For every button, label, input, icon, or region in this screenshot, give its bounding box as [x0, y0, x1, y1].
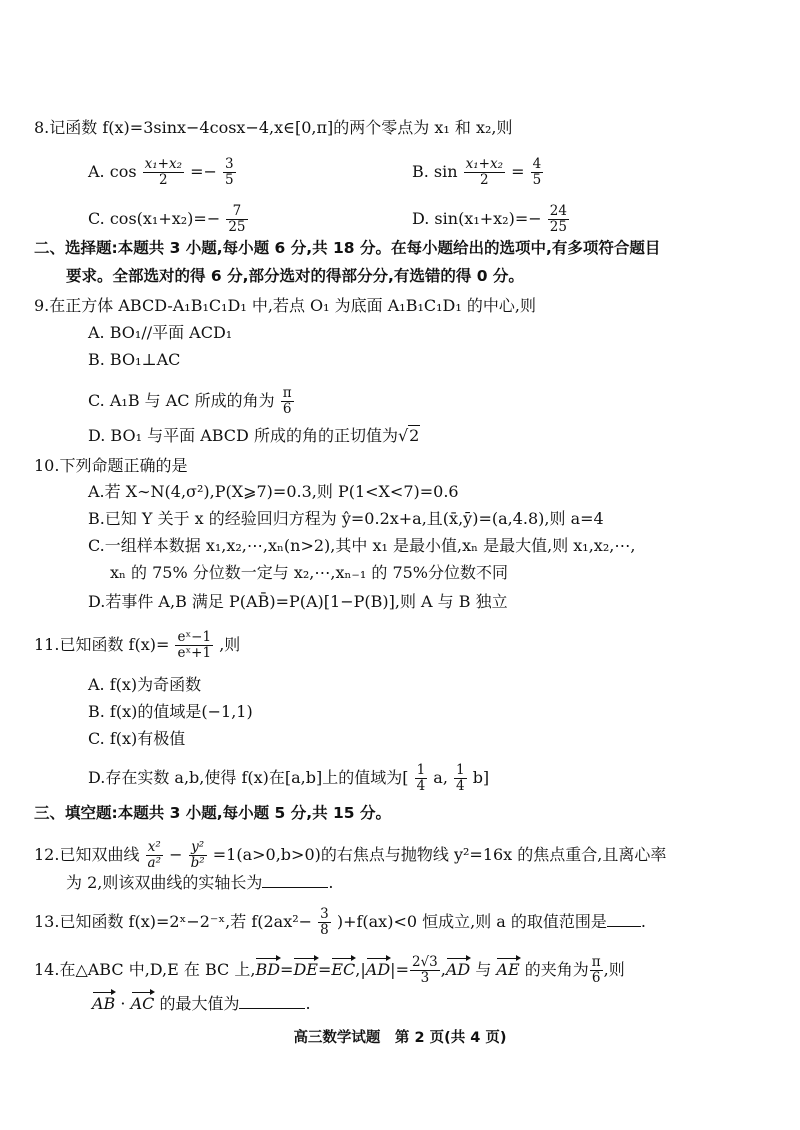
section-3-heading: 三、填空题:本题共 3 小题,每小题 5 分,共 15 分。 — [34, 804, 391, 822]
q11-stem — [34, 630, 240, 661]
q8-a-den: 2 — [159, 172, 168, 188]
q8-c-vnum: 7 — [226, 204, 247, 220]
q8-stem: 8.记函数 f(x)=3sinx−4cosx−4,x∈[0,π]的两个零点为 x₁ 和 x₂,则 — [34, 118, 513, 137]
q11-num: eˣ−1 — [177, 629, 212, 645]
q12-n2: y² — [189, 840, 207, 856]
q8-option-c[interactable] — [88, 204, 249, 235]
q9-c-den: 6 — [282, 401, 292, 417]
q11-d-d2: 4 — [456, 778, 465, 794]
q9-c-text: C. A₁B 与 AC 所成的角为 — [88, 391, 275, 410]
vector-bd: BD — [255, 960, 281, 979]
q9-d-radicand: 2 — [409, 426, 420, 445]
q12-frac-x — [146, 840, 163, 871]
q11-den: eˣ+1 — [177, 645, 212, 661]
q11-stem-prefix: 11.已知函数 f(x)= — [34, 635, 170, 654]
q14-num: 2√3 — [411, 954, 438, 970]
q9-d-text: D. BO₁ 与平面 ABCD 所成的角的正切值为√ — [88, 426, 409, 445]
q14-p1: 14.在△ABC 中,D,E 在 BC 上, — [34, 960, 256, 979]
q8-c-vden: 25 — [228, 219, 246, 235]
q14-stem — [34, 955, 625, 986]
q8-option-a[interactable] — [88, 157, 237, 188]
vector-ad: AD — [365, 960, 391, 979]
q11-option-c[interactable]: C. f(x)有极值 — [88, 729, 186, 748]
q13-fraction — [318, 907, 331, 938]
vector-ab: AB — [92, 994, 116, 1013]
q8-a-prefix: A. cos — [88, 162, 137, 181]
q10-option-c-line2: xₙ 的 75% 分位数一定与 x₂,⋯,xₙ₋₁ 的 75%分位数不同 — [110, 563, 509, 582]
q8-b-vden: 5 — [532, 172, 542, 188]
q8-a-vnum: 3 — [225, 156, 234, 172]
q14-p2: ,| — [355, 960, 366, 979]
q11-option-a[interactable]: A. f(x)为奇函数 — [88, 675, 202, 694]
q10-option-b[interactable]: B.已知 Y 关于 x 的经验回归方程为 ŷ=0.2x+a,且(x̄,ȳ)=(a,4.8),则 a=4 — [88, 509, 604, 528]
q9-c-angle — [281, 386, 294, 417]
q14-den: 3 — [420, 970, 430, 986]
vector-de: DE — [293, 960, 318, 979]
q13-rest: )+f(ax)<0 恒成立,则 a 的取值范围是 — [336, 912, 607, 931]
q8-d-prefix: D. sin(x₁+x₂)=− — [412, 209, 542, 228]
vector-ae: AE — [496, 960, 520, 979]
q9-stem: 9.在正方体 ABCD-A₁B₁C₁D₁ 中,若点 O₁ 为底面 A₁B₁C₁D₁ 的中心,则 — [34, 296, 536, 315]
section-2-heading: 二、选择题:本题共 3 小题,每小题 6 分,共 18 分。在每小题给出的选项中,有多项符合题目 — [34, 239, 661, 257]
q8-b-eq: = — [511, 162, 525, 181]
q14-p8: 的最大值为 — [154, 994, 240, 1013]
q8-b-vnum: 4 — [532, 156, 542, 172]
vector-ad-2: AD — [445, 960, 471, 979]
q8-b-fraction — [464, 157, 505, 188]
q14-dot: · — [115, 994, 131, 1013]
q9-option-c[interactable] — [88, 386, 295, 417]
vector-ec: EC — [331, 960, 356, 979]
q9-option-d[interactable] — [88, 426, 420, 446]
q8-b-den: 2 — [480, 172, 489, 188]
q12-n1: x² — [146, 840, 163, 856]
q9-option-a[interactable]: A. BO₁//平面 ACD₁ — [88, 323, 233, 342]
q11-d-mid: a, — [433, 768, 448, 787]
q12-prefix: 12.已知双曲线 — [34, 845, 140, 864]
q10-option-a[interactable]: A.若 X∼N(4,σ²),P(X⩾7)=0.3,则 P(1<X<7)=0.6 — [88, 482, 459, 501]
q11-d-text: D.存在实数 a,b,使得 f(x)在[a,b]上的值域为[ — [88, 768, 409, 787]
q8-d-value — [548, 204, 569, 235]
q14-end: . — [305, 994, 311, 1013]
q13-prefix: 13.已知函数 f(x)=2ˣ−2⁻ˣ,若 f(2ax²− — [34, 912, 313, 931]
q8-d-vden: 25 — [549, 219, 567, 235]
q11-d-n1: 1 — [416, 762, 426, 778]
q11-d-end: b] — [472, 768, 490, 787]
q14-line2 — [92, 994, 311, 1014]
q12-rest: =1(a>0,b>0)的右焦点与抛物线 y²=16x 的焦点重合,且离心率 — [212, 845, 667, 864]
q14-p5: 与 — [470, 960, 497, 979]
section-2-rules: 要求。全部选对的得 6 分,部分选对的得部分分,有选错的得 0 分。 — [66, 267, 524, 285]
q8-option-d[interactable] — [412, 204, 570, 235]
q12-line2 — [66, 873, 333, 893]
q12-answer-blank[interactable] — [262, 873, 328, 888]
q11-d-n2: 1 — [456, 762, 465, 778]
vector-ac: AC — [130, 994, 155, 1013]
q8-a-num: x₁+x₂ — [144, 156, 182, 172]
q8-d-vnum: 24 — [549, 203, 567, 219]
q14-p4: , — [440, 960, 446, 979]
q10-option-c-line1[interactable]: C.一组样本数据 x₁,x₂,⋯,xₙ(n>2),其中 x₁ 是最小值,xₙ 是最大值,则 x₁,x₂,⋯, — [88, 536, 636, 555]
q13-den: 8 — [320, 922, 329, 938]
q13-stem — [34, 907, 646, 938]
q8-b-prefix: B. sin — [412, 162, 458, 181]
q8-a-fraction — [143, 157, 184, 188]
q12-minus: − — [169, 845, 183, 864]
q13-end: . — [640, 912, 647, 931]
q14-p3: |= — [390, 960, 409, 979]
q13-num: 3 — [320, 906, 329, 922]
q14-angle-den: 6 — [591, 970, 601, 986]
q14-eq1: = — [280, 960, 294, 979]
q11-d-frac2 — [454, 763, 467, 794]
q10-stem: 10.下列命题正确的是 — [34, 456, 188, 475]
q9-option-b[interactable]: B. BO₁⊥AC — [88, 350, 181, 369]
page-footer: 高三数学试题 第 2 页(共 4 页) — [293, 1030, 507, 1046]
q8-b-num: x₁+x₂ — [465, 156, 504, 172]
q10-option-d[interactable]: D.若事件 A,B 满足 P(AB̄)=P(A)[1−P(B)],则 A 与 B 独立 — [88, 592, 508, 611]
q11-d-frac1 — [415, 763, 428, 794]
q12-frac-y — [189, 840, 207, 871]
q12-stem — [34, 840, 666, 871]
q8-b-value — [531, 157, 544, 188]
q12-d2: b² — [190, 855, 205, 871]
q8-c-value — [226, 204, 247, 235]
q14-angle-num: π — [591, 954, 601, 970]
q14-p7: ,则 — [603, 960, 625, 979]
q14-answer-blank[interactable] — [239, 994, 305, 1009]
q11-function-fraction — [175, 630, 213, 661]
q11-option-b[interactable]: B. f(x)的值域是(−1,1) — [88, 702, 253, 721]
q12-end: . — [328, 873, 334, 892]
q12-line2-text: 为 2,则该双曲线的实轴长为 — [66, 873, 263, 892]
q12-d1: a² — [147, 855, 162, 871]
q11-option-d[interactable] — [88, 763, 489, 794]
q8-c-prefix: C. cos(x₁+x₂)=− — [88, 209, 221, 228]
q14-eq2: = — [317, 960, 332, 979]
q8-option-b[interactable] — [412, 157, 544, 188]
q14-angle-fraction — [590, 955, 603, 986]
q11-d-d1: 4 — [416, 778, 426, 794]
q11-stem-suffix: ,则 — [219, 635, 241, 654]
q9-c-num: π — [282, 385, 292, 401]
q14-p6: 的夹角为 — [519, 960, 589, 979]
q8-a-vden: 5 — [225, 172, 234, 188]
q14-length-fraction — [410, 955, 440, 986]
q13-answer-blank[interactable] — [607, 912, 641, 927]
q8-a-value — [223, 157, 236, 188]
q8-a-eq: =− — [190, 162, 217, 181]
